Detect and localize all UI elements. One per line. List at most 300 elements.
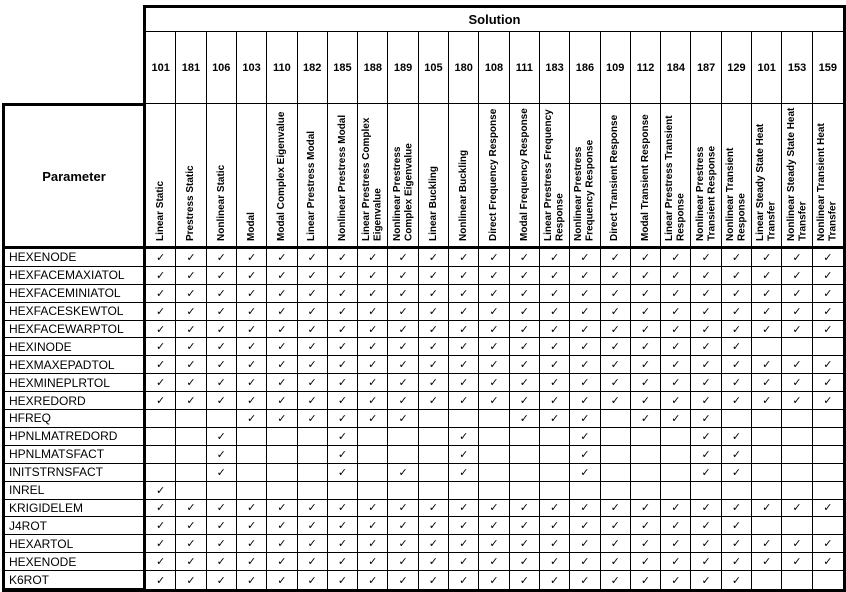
check-mark: ✓ [601, 517, 631, 535]
check-mark: ✓ [358, 410, 388, 428]
check-mark: ✓ [237, 303, 267, 321]
check-cell-empty [782, 571, 812, 589]
check-mark: ✓ [782, 553, 812, 571]
check-mark: ✓ [419, 338, 449, 356]
check-mark: ✓ [661, 338, 691, 356]
solution-name-cell [237, 104, 267, 249]
check-mark: ✓ [540, 285, 570, 303]
parameter-name: HEXFACESKEWTOL [5, 303, 143, 321]
check-mark: ✓ [631, 374, 661, 392]
solution-name: Nonlinear Static [215, 164, 227, 241]
check-mark: ✓ [601, 500, 631, 518]
solution-title: Solution [146, 8, 843, 32]
check-mark: ✓ [813, 321, 843, 339]
check-mark: ✓ [328, 374, 358, 392]
check-cell-empty [388, 446, 418, 464]
check-cell-empty [601, 482, 631, 500]
check-mark: ✓ [691, 535, 721, 553]
check-mark: ✓ [479, 285, 509, 303]
check-mark: ✓ [782, 392, 812, 410]
check-mark: ✓ [388, 338, 418, 356]
check-mark: ✓ [176, 517, 206, 535]
check-mark: ✓ [358, 535, 388, 553]
check-cell-empty [752, 446, 782, 464]
check-mark: ✓ [449, 321, 479, 339]
parameter-name: HEXFACEMINIATOL [5, 285, 143, 303]
check-mark: ✓ [358, 356, 388, 374]
check-mark: ✓ [510, 535, 540, 553]
check-mark: ✓ [661, 517, 691, 535]
check-mark: ✓ [540, 356, 570, 374]
solution-name: Modal Frequency Response [518, 108, 530, 241]
check-mark: ✓ [722, 249, 752, 267]
check-mark: ✓ [146, 500, 176, 518]
check-mark: ✓ [540, 374, 570, 392]
solution-name: Modal [245, 212, 257, 241]
parameter-name: HFREQ [5, 410, 143, 428]
check-mark: ✓ [358, 285, 388, 303]
check-mark: ✓ [691, 464, 721, 482]
check-mark: ✓ [176, 500, 206, 518]
check-cell-empty [207, 482, 237, 500]
check-mark: ✓ [661, 285, 691, 303]
check-mark: ✓ [328, 500, 358, 518]
check-mark: ✓ [631, 285, 661, 303]
check-cell-empty [267, 464, 297, 482]
check-cell-empty [419, 410, 449, 428]
parameter-name: K6ROT [5, 571, 143, 589]
solution-name: Direct Transient Response [609, 114, 621, 241]
check-mark: ✓ [782, 285, 812, 303]
check-mark: ✓ [661, 410, 691, 428]
check-cell-empty [267, 428, 297, 446]
check-mark: ✓ [661, 249, 691, 267]
check-mark: ✓ [752, 321, 782, 339]
check-mark: ✓ [691, 571, 721, 589]
check-cell-empty [298, 446, 328, 464]
solution-name-cell [631, 104, 661, 249]
check-mark: ✓ [570, 410, 600, 428]
check-mark: ✓ [207, 428, 237, 446]
check-mark: ✓ [691, 392, 721, 410]
check-mark: ✓ [722, 500, 752, 518]
check-mark: ✓ [570, 321, 600, 339]
check-mark: ✓ [267, 500, 297, 518]
check-mark: ✓ [631, 356, 661, 374]
check-mark: ✓ [540, 571, 570, 589]
check-mark: ✓ [358, 374, 388, 392]
check-cell-empty [419, 446, 449, 464]
check-cell-empty [540, 464, 570, 482]
solution-code: 159 [813, 32, 843, 104]
solution-code: 187 [691, 32, 721, 104]
check-mark: ✓ [449, 285, 479, 303]
solution-code: 109 [601, 32, 631, 104]
check-mark: ✓ [540, 303, 570, 321]
check-cell-empty [449, 482, 479, 500]
check-mark: ✓ [146, 571, 176, 589]
check-mark: ✓ [510, 571, 540, 589]
parameter-name: INITSTRNSFACT [5, 464, 143, 482]
check-mark: ✓ [328, 356, 358, 374]
check-mark: ✓ [449, 517, 479, 535]
check-mark: ✓ [631, 392, 661, 410]
solution-name-cell [207, 104, 237, 249]
check-cell-empty [388, 428, 418, 446]
check-cell-empty [601, 464, 631, 482]
check-mark: ✓ [358, 517, 388, 535]
check-mark: ✓ [146, 303, 176, 321]
check-mark: ✓ [570, 303, 600, 321]
check-mark: ✓ [631, 553, 661, 571]
check-cell-empty [752, 338, 782, 356]
check-mark: ✓ [813, 303, 843, 321]
check-mark: ✓ [328, 553, 358, 571]
check-mark: ✓ [388, 535, 418, 553]
check-mark: ✓ [570, 392, 600, 410]
check-mark: ✓ [722, 535, 752, 553]
check-mark: ✓ [449, 428, 479, 446]
solution-code: 181 [176, 32, 206, 104]
check-mark: ✓ [298, 392, 328, 410]
check-cell-empty [146, 428, 176, 446]
check-mark: ✓ [601, 303, 631, 321]
check-mark: ✓ [449, 267, 479, 285]
check-mark: ✓ [267, 374, 297, 392]
solution-code: 186 [570, 32, 600, 104]
check-mark: ✓ [358, 500, 388, 518]
check-mark: ✓ [479, 321, 509, 339]
solution-name: Direct Frequency Response [488, 108, 500, 241]
check-mark: ✓ [388, 249, 418, 267]
check-mark: ✓ [510, 249, 540, 267]
solution-code: 184 [661, 32, 691, 104]
check-mark: ✓ [722, 285, 752, 303]
check-mark: ✓ [691, 285, 721, 303]
check-mark: ✓ [631, 500, 661, 518]
solution-name-cell [479, 104, 509, 249]
check-cell-empty [782, 517, 812, 535]
check-mark: ✓ [601, 321, 631, 339]
check-mark: ✓ [752, 303, 782, 321]
check-mark: ✓ [358, 392, 388, 410]
check-mark: ✓ [631, 321, 661, 339]
check-mark: ✓ [449, 392, 479, 410]
check-mark: ✓ [358, 553, 388, 571]
check-mark: ✓ [267, 571, 297, 589]
check-mark: ✓ [237, 285, 267, 303]
check-mark: ✓ [601, 285, 631, 303]
check-cell-empty [207, 410, 237, 428]
check-mark: ✓ [146, 374, 176, 392]
check-mark: ✓ [631, 517, 661, 535]
check-mark: ✓ [722, 517, 752, 535]
check-mark: ✓ [510, 500, 540, 518]
solution-name: Nonlinear Prestress Modal [336, 114, 348, 241]
check-cell-empty [146, 464, 176, 482]
check-mark: ✓ [146, 249, 176, 267]
check-mark: ✓ [207, 571, 237, 589]
check-mark: ✓ [601, 535, 631, 553]
check-cell-empty [631, 464, 661, 482]
solution-code: 182 [298, 32, 328, 104]
check-mark: ✓ [570, 446, 600, 464]
check-cell-empty [510, 464, 540, 482]
solution-code: 110 [267, 32, 297, 104]
solution-name-cell [388, 104, 418, 249]
check-mark: ✓ [358, 303, 388, 321]
check-cell-empty [782, 428, 812, 446]
check-mark: ✓ [237, 374, 267, 392]
check-mark: ✓ [419, 374, 449, 392]
check-mark: ✓ [388, 356, 418, 374]
check-cell-empty [752, 428, 782, 446]
check-mark: ✓ [661, 303, 691, 321]
check-mark: ✓ [691, 410, 721, 428]
check-mark: ✓ [782, 249, 812, 267]
check-mark: ✓ [207, 321, 237, 339]
solution-code: 101 [146, 32, 176, 104]
check-mark: ✓ [813, 356, 843, 374]
check-mark: ✓ [419, 285, 449, 303]
check-mark: ✓ [479, 392, 509, 410]
check-mark: ✓ [631, 535, 661, 553]
check-mark: ✓ [691, 428, 721, 446]
solution-code: 129 [722, 32, 752, 104]
check-cell-empty [722, 410, 752, 428]
check-mark: ✓ [176, 321, 206, 339]
solution-code: 185 [328, 32, 358, 104]
check-cell-empty [570, 482, 600, 500]
check-mark: ✓ [752, 392, 782, 410]
check-cell-empty [752, 464, 782, 482]
parameter-header: Parameter [5, 106, 143, 249]
solution-name-cell [601, 104, 631, 249]
check-cell-empty [176, 464, 206, 482]
check-mark: ✓ [388, 321, 418, 339]
check-mark: ✓ [176, 303, 206, 321]
solution-code: 103 [237, 32, 267, 104]
parameter-name: HEXFACEWARPTOL [5, 321, 143, 339]
check-mark: ✓ [388, 410, 418, 428]
solution-code: 188 [358, 32, 388, 104]
check-mark: ✓ [510, 356, 540, 374]
check-mark: ✓ [388, 553, 418, 571]
check-mark: ✓ [419, 321, 449, 339]
check-mark: ✓ [419, 356, 449, 374]
check-mark: ✓ [267, 285, 297, 303]
check-mark: ✓ [328, 285, 358, 303]
check-mark: ✓ [207, 500, 237, 518]
check-mark: ✓ [207, 374, 237, 392]
check-mark: ✓ [176, 392, 206, 410]
check-mark: ✓ [237, 553, 267, 571]
check-mark: ✓ [146, 553, 176, 571]
parameter-name: HEXINODE [5, 338, 143, 356]
check-cell-empty [146, 410, 176, 428]
check-cell-empty [479, 482, 509, 500]
check-mark: ✓ [570, 535, 600, 553]
solution-name-cell [267, 104, 297, 249]
check-mark: ✓ [207, 285, 237, 303]
parameter-name: HEXENODE [5, 249, 143, 267]
check-cell-empty [782, 338, 812, 356]
check-cell-empty [358, 446, 388, 464]
check-cell-empty [358, 482, 388, 500]
check-mark: ✓ [540, 535, 570, 553]
solution-code: 189 [388, 32, 418, 104]
check-mark: ✓ [601, 267, 631, 285]
check-mark: ✓ [813, 267, 843, 285]
check-mark: ✓ [328, 410, 358, 428]
check-mark: ✓ [328, 517, 358, 535]
solution-name: Nonlinear Prestress Complex Eigenvalue [391, 143, 415, 241]
solution-code: 108 [479, 32, 509, 104]
check-mark: ✓ [722, 571, 752, 589]
check-mark: ✓ [752, 535, 782, 553]
check-mark: ✓ [661, 553, 691, 571]
check-mark: ✓ [782, 356, 812, 374]
check-mark: ✓ [146, 285, 176, 303]
check-mark: ✓ [540, 410, 570, 428]
check-mark: ✓ [207, 338, 237, 356]
check-mark: ✓ [419, 392, 449, 410]
check-mark: ✓ [328, 303, 358, 321]
check-cell-empty [540, 428, 570, 446]
solution-name-cell [752, 104, 782, 249]
check-mark: ✓ [631, 571, 661, 589]
solution-name-cell [813, 104, 843, 249]
check-mark: ✓ [298, 374, 328, 392]
parameter-name: HPNLMATSFACT [5, 446, 143, 464]
solution-name: Nonlinear Prestress Frequency Response [573, 139, 596, 241]
check-mark: ✓ [176, 338, 206, 356]
check-mark: ✓ [601, 356, 631, 374]
check-mark: ✓ [388, 392, 418, 410]
check-mark: ✓ [449, 553, 479, 571]
check-mark: ✓ [298, 553, 328, 571]
check-cell-empty [298, 464, 328, 482]
check-mark: ✓ [419, 267, 449, 285]
check-cell-empty [510, 482, 540, 500]
check-mark: ✓ [570, 517, 600, 535]
check-mark: ✓ [298, 410, 328, 428]
parameter-name: HEXREDORD [5, 392, 143, 410]
check-mark: ✓ [782, 321, 812, 339]
parameter-name: HEXMAXEPADTOL [5, 356, 143, 374]
check-cell-empty [601, 428, 631, 446]
check-mark: ✓ [388, 517, 418, 535]
check-mark: ✓ [570, 553, 600, 571]
check-cell-empty [661, 428, 691, 446]
check-mark: ✓ [722, 464, 752, 482]
check-cell-empty [479, 428, 509, 446]
parameter-name: HEXFACEMAXIATOL [5, 267, 143, 285]
solution-name: Prestress Static [185, 165, 197, 241]
solution-name-cell [661, 104, 691, 249]
solution-code: 183 [540, 32, 570, 104]
parameter-name: J4ROT [5, 517, 143, 535]
check-mark: ✓ [298, 321, 328, 339]
solution-name-cell [298, 104, 328, 249]
check-mark: ✓ [237, 535, 267, 553]
check-mark: ✓ [419, 500, 449, 518]
check-mark: ✓ [540, 338, 570, 356]
check-mark: ✓ [570, 500, 600, 518]
check-mark: ✓ [388, 571, 418, 589]
parameter-name: HEXMINEPLRTOL [5, 374, 143, 392]
solution-name: Nonlinear Transient Heat Transfer [816, 123, 839, 241]
check-mark: ✓ [449, 500, 479, 518]
check-mark: ✓ [207, 249, 237, 267]
check-mark: ✓ [298, 517, 328, 535]
check-mark: ✓ [782, 267, 812, 285]
check-mark: ✓ [237, 249, 267, 267]
check-mark: ✓ [661, 535, 691, 553]
check-mark: ✓ [449, 374, 479, 392]
check-mark: ✓ [691, 249, 721, 267]
solution-name-cell [540, 104, 570, 249]
check-mark: ✓ [813, 535, 843, 553]
check-mark: ✓ [601, 571, 631, 589]
check-cell-empty [752, 571, 782, 589]
check-cell-empty [661, 464, 691, 482]
check-cell-empty [631, 482, 661, 500]
check-mark: ✓ [570, 356, 600, 374]
check-mark: ✓ [540, 517, 570, 535]
check-cell-empty [752, 517, 782, 535]
check-mark: ✓ [298, 338, 328, 356]
solution-code: 111 [510, 32, 540, 104]
check-mark: ✓ [267, 410, 297, 428]
check-mark: ✓ [146, 267, 176, 285]
check-mark: ✓ [419, 249, 449, 267]
check-mark: ✓ [207, 517, 237, 535]
check-cell-empty [479, 446, 509, 464]
check-mark: ✓ [237, 571, 267, 589]
check-mark: ✓ [631, 303, 661, 321]
check-mark: ✓ [176, 267, 206, 285]
solution-name: Linear Prestress Transient Response [664, 115, 687, 241]
check-mark: ✓ [328, 464, 358, 482]
solution-name: Modal Transient Response [639, 114, 651, 241]
check-mark: ✓ [388, 374, 418, 392]
check-mark: ✓ [722, 303, 752, 321]
check-mark: ✓ [328, 535, 358, 553]
check-cell-empty [176, 428, 206, 446]
check-mark: ✓ [298, 249, 328, 267]
check-cell-empty [267, 446, 297, 464]
check-mark: ✓ [601, 338, 631, 356]
check-mark: ✓ [298, 356, 328, 374]
check-mark: ✓ [207, 535, 237, 553]
check-mark: ✓ [752, 285, 782, 303]
check-mark: ✓ [479, 517, 509, 535]
check-cell-empty [631, 428, 661, 446]
check-mark: ✓ [479, 356, 509, 374]
check-mark: ✓ [328, 446, 358, 464]
check-mark: ✓ [267, 517, 297, 535]
check-mark: ✓ [479, 374, 509, 392]
check-mark: ✓ [298, 303, 328, 321]
check-mark: ✓ [752, 553, 782, 571]
parameter-name: INREL [5, 482, 143, 500]
check-mark: ✓ [510, 338, 540, 356]
check-mark: ✓ [176, 356, 206, 374]
solution-name-cell [328, 104, 358, 249]
solution-name-cell [510, 104, 540, 249]
check-mark: ✓ [601, 374, 631, 392]
